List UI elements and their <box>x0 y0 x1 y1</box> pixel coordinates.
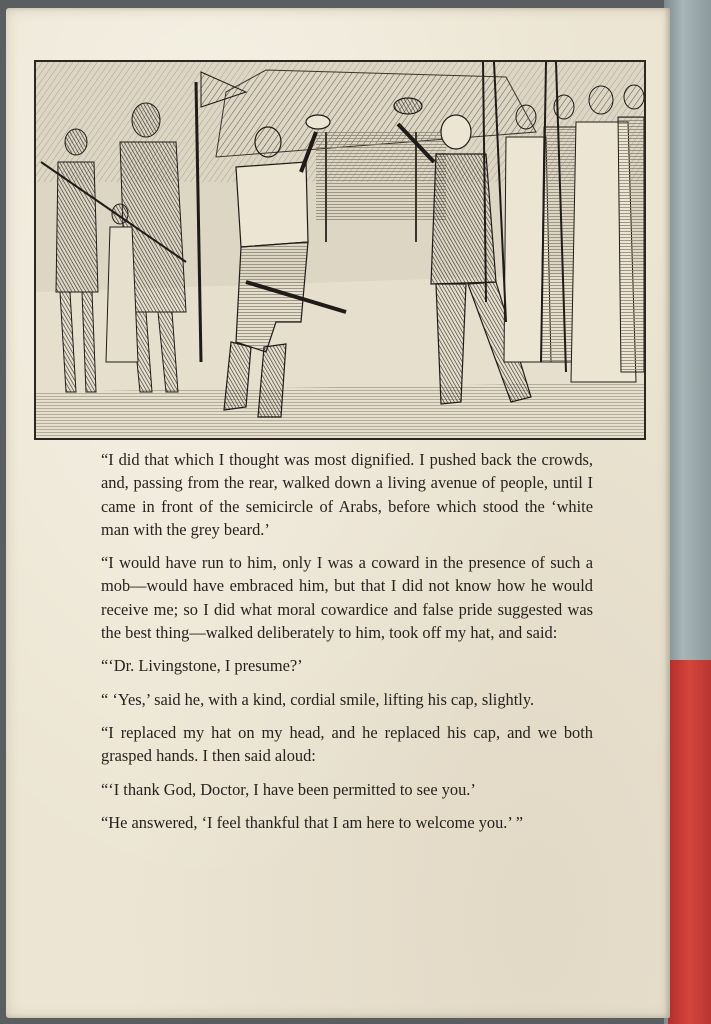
passage-paragraph: “I replaced my hat on my head, and he replaced his cap, and we both grasped hands. I then said aloud: <box>101 722 593 766</box>
quoted-passage <box>101 448 593 844</box>
passage-paragraph: “ ‘Yes,’ said he, with a kind, cordial smile, lifting his cap, slightly. <box>101 689 535 709</box>
passage-paragraph: “He answered, ‘I feel thankful that I am here to welcome you.’ ” <box>101 812 524 832</box>
passage-paragraph: “I would have run to him, only I was a coward in the presence of such a mob—would have embraced him, but that I did not know how he would receive me; so I did what moral cowardice and false pride suggested was the best thing—walked deliberately to him, took off my hat, and said: <box>101 553 593 643</box>
passage-paragraph: “I did that which I thought was most dignified. I pushed back the crowds, and, passing from the rear, walked down a living avenue of people, until I came in front of the semicircle of Arabs, before which stood the ‘white man with the grey beard.’ <box>101 450 593 539</box>
passage-paragraph: “‘I thank God, Doctor, I have been permitted to see you.’ <box>101 779 476 799</box>
spine-edge-red <box>668 660 711 1024</box>
book-back-cover <box>6 8 670 1018</box>
engraving-illustration <box>34 60 646 440</box>
engraving-image <box>36 62 644 438</box>
passage-paragraph: “‘Dr. Livingstone, I presume?’ <box>101 656 303 676</box>
